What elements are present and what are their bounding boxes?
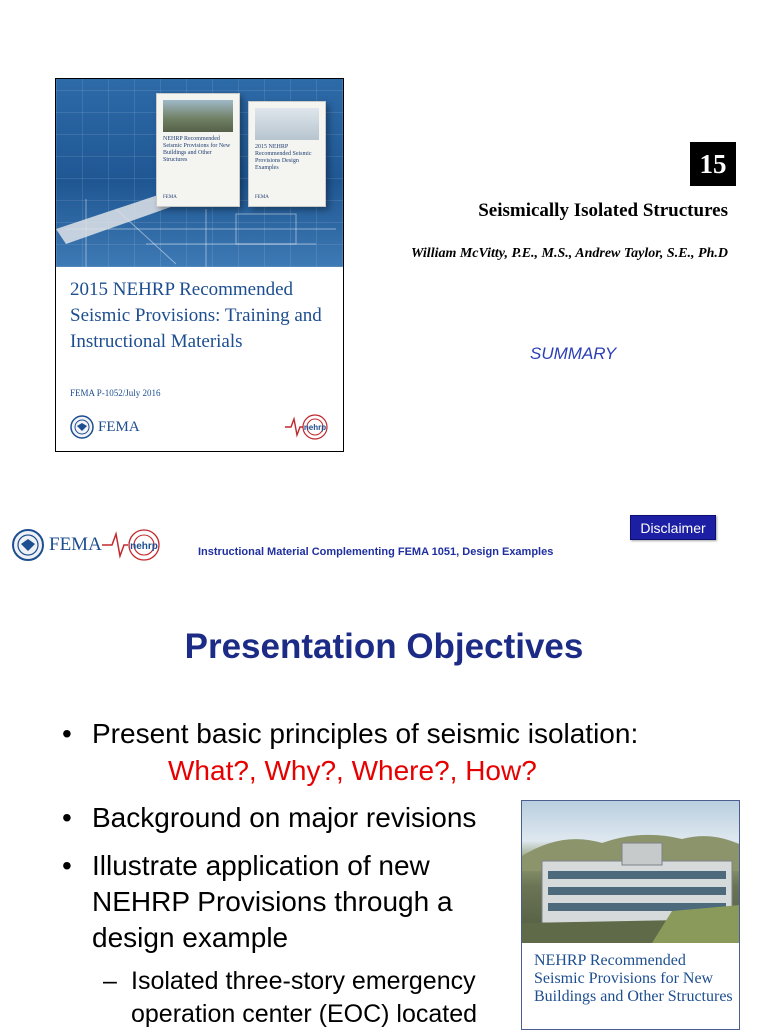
bullet-dot: • <box>62 850 72 881</box>
footer-caption: Instructional Material Complementing FEMA 1051, Design Examples <box>198 546 554 558</box>
book1-fema-label: FEMA <box>163 195 177 200</box>
disclaimer-button[interactable]: Disclaimer <box>630 515 716 540</box>
bullet-line: design example <box>92 922 289 953</box>
chapter-number-badge: 15 <box>690 142 736 186</box>
svg-text:nehrp: nehrp <box>303 423 327 432</box>
nehrp-logo-icon <box>285 413 331 441</box>
summary-label: SUMMARY <box>530 344 617 363</box>
bullet-dot: • <box>62 802 72 833</box>
book1-text: NEHRP Recommended Seismic Provisions for New Buildings and Other Structures <box>163 136 231 163</box>
cover-image <box>55 78 344 452</box>
bullet-dot: • <box>62 718 72 749</box>
building-illustration <box>522 801 740 943</box>
svg-text:nehrp: nehrp <box>129 541 158 552</box>
slide2-title: Presentation Objectives <box>184 627 584 666</box>
book-thumbnail-image <box>521 800 740 1030</box>
sub-bullet-line: operation center (EOC) located <box>131 1000 478 1028</box>
bullet-text: Present basic principles of seismic isolation: <box>92 718 639 749</box>
sub-bullet-text <box>131 965 477 1031</box>
cover-fema-text: FEMA <box>98 418 140 435</box>
bullet-line: Illustrate application of new <box>92 850 430 881</box>
book2-text: 2015 NEHRP Recommended Seismic Provisions Design Examples <box>255 144 312 171</box>
nehrp-logo-icon <box>102 528 164 562</box>
book-cover-design-examples <box>248 101 326 207</box>
cover-blueprint-photo <box>56 79 343 267</box>
book-cover-provisions <box>156 93 240 207</box>
cover-nehrp-logo <box>285 413 331 446</box>
dhs-seal-icon <box>70 415 94 439</box>
cover-subtitle: FEMA P-1052/July 2016 <box>70 388 161 398</box>
book-thumbnail-title: NEHRP Recommended Seismic Provisions for New Buildings and Other Structures <box>534 952 733 1005</box>
bullet-text: Background on major revisions <box>92 802 477 833</box>
slide1-title: Seismically Isolated Structures <box>478 200 728 221</box>
bullet-text <box>92 848 453 956</box>
building-photo <box>522 801 739 943</box>
bullet-highlight-text: What?, Why?, Where?, How? <box>168 755 537 786</box>
cover-fema-logo <box>70 415 140 439</box>
dhs-seal-icon <box>12 529 44 561</box>
footer-fema-text: FEMA <box>49 534 102 555</box>
bullet-line: NEHRP Provisions through a <box>92 886 453 917</box>
sub-bullet-dash: – <box>103 967 117 995</box>
slide1-authors: William McVitty, P.E., M.S., Andrew Taylor, S.E., Ph.D <box>410 246 728 261</box>
sub-bullet-line: Isolated three-story emergency <box>131 967 476 995</box>
footer-logos <box>12 528 164 562</box>
book2-fema-label: FEMA <box>255 195 269 200</box>
cover-title: 2015 NEHRP Recommended Seismic Provisions: Training and Instructional Materials <box>70 279 322 352</box>
